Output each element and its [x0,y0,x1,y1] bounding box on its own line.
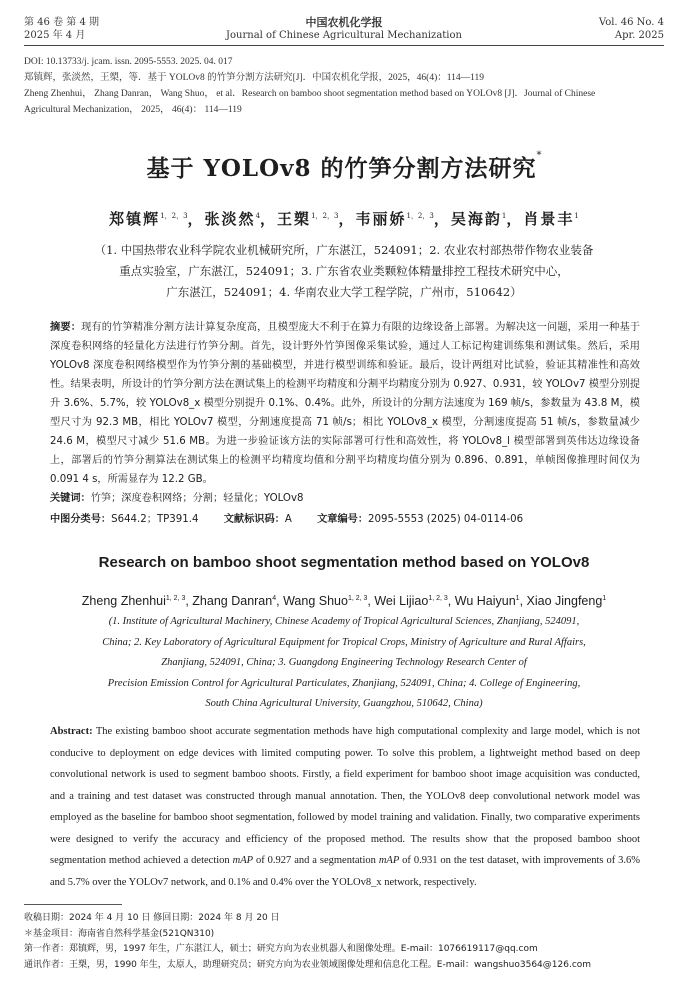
footnotes [24,911,664,973]
author-separator: ， [433,210,451,228]
author-affiliation-mark: 1, 2, 3 [428,594,448,602]
footnote-dates: 收稿日期：2024 年 4 月 10 日 修回日期：2024 年 8 月 20 日 [24,913,280,923]
author-name: Zhang Danran [192,594,273,608]
abstract-cn [50,318,640,489]
author-separator: ， [506,210,524,228]
title-en: Research on bamboo shoot segmentation method based on YOLOv8 [98,554,590,571]
header-rule [24,45,664,46]
author-name: 韦丽娇 [355,210,407,228]
article-number: 文章编号：2095-5553 (2025) 04-0114-06 [317,514,524,525]
author-separator: , [367,594,375,608]
author-separator: ， [187,210,205,228]
author-affiliation-mark: 1，2，3 [160,212,188,220]
author-separator: , [519,594,527,608]
footnote-fund: ＊基金项目：海南省自然科学基金(521QN310) [24,928,215,939]
author-affiliation-mark: 4 [272,594,277,602]
affiliation-en-line: Precision Emission Control for Agricultural Particulates, Zhanjiang, 524091, China; 4. College of Engineering, [107,677,581,689]
header-volume-en [599,16,664,42]
abstract-en: Abstract: The existing bamboo shoot accurate segmentation methods have high computational complexity and large model, which is not conducive to deployment on edge devices with limited computing power. To solve this problem, a lightweight method based on deep convolutional network is used to segment bamboo shoots. Firstly, a field experiment for bamboo shoot image acquisition was conducted, and a training and test dataset was constructed through manual annotation. Then, the YOLOv8 deep convolutional network model was employed as the baseline for bamboo shoot segmentation, followed by model training and validation. Finally, two comparative experiments were designed to verify the accuracy and efficiency of the proposed method. The results show that the proposed bamboo shoot segmentation method achieved a detection mAP of 0.927 and a segmentation mAP of 0.931 on the test dataset, with improvements of 3.6% and 5.7% over the YOLOv7 network, and 0.1% and 0.4% over the YOLOv8_x network, respectively. [50,726,641,888]
affiliation-cn-line: 广东湛江，524091；4. 华南农业大学工程学院，广州市，510642） [166,285,522,299]
author-name: 王槊 [277,210,312,228]
keywords-cn [50,491,640,507]
title-fund-mark: * [536,150,542,161]
affiliations-en [60,612,628,715]
header-date: 2025 年 4 月 [24,30,86,41]
footnote-rule [24,904,122,905]
author-name: 郑镇辉 [109,210,161,228]
author-separator: , [185,594,193,608]
author-separator: ， [260,210,278,228]
author-separator: ， [338,210,356,228]
author-affiliation-mark: 1，2，3 [311,212,339,220]
citation-block [24,54,664,118]
footnote-first-author: 第一作者：郑镇辉，男，1997 年生，广东湛江人，硕士；研究方向为农业机器人和图像处理。E-mail：1076619117@qq.com [24,944,538,954]
document-code: 文献标识码：A [223,514,292,525]
author-name: Zheng Zhenhui [81,594,166,608]
author-name: Xiao Jingfeng [526,594,603,608]
header-vol-no: Vol. 46 No. 4 [598,17,664,28]
classification-cn [50,512,640,528]
author-name: 张淡然 [204,210,256,228]
author-name: 吴海韵 [450,210,502,228]
abstract-cn-text: 现有的竹笋精准分割方法计算复杂度高，且模型庞大不利于在算力有限的边缘设备上部署。为解决这一问题，采用一种基于深度卷积网络的轻量化方法进行竹笋分割。首先，设计野外竹笋图像采集试验，通过人工标记构建训练集和测试集。然后，采用 YOLOv8 深度卷积网络模型作为竹笋分割的基础模型，并进行模型训练和验证。最后，设计两组对比试验，验证其精准性和高效性。结果表明，所设计的竹笋分割方法在测试集上的检测平均精度和分割平均精度分别为 0.927、0.931，较 YOLOv7 模型分别提升 3.6%、5.7%，较 YOLOv8_x 模型分别提升 0.1%、0.4%。此外，所设计的分割方法速度为 169 帧/s，参数量为 43.8 M，模型尺寸为 92.3 MB，相比 YOLOv7 模型，分割速度提高 71 帧/s；相比 YOLOv8_x 模型，分割速度提高 51 帧/s，参数量减少 24.6 M，模型尺寸减少 51.6 MB。为进一步验证该方法的实际部署可行性和高效性，将 YOLOv8_l 模型部署到英伟达边缘设备上，部署后的竹笋分割算法在测试集上的检测平均精度均值和分割平均精度均值分别为 0.896、0.891，单帧图像推理时间仅为 0.091 4 s，所需显存为 12.2 GB。 [50,322,640,485]
header-month-year: Apr. 2025 [614,30,664,41]
authors-cn [0,208,688,229]
footnote-corresponding-author: 通讯作者：王槊，男，1990 年生，太原人，助理研究员；研究方向为农业领域图像处理和信息化工程。E-mail：wangshuo3564@126.com [24,959,592,970]
keywords-cn-text: 竹笋；深度卷积网络；分割；轻量化；YOLOv8 [90,493,304,504]
author-affiliation-mark: 4 [255,212,261,220]
author-name: 肖景丰 [523,210,575,228]
author-name: Wang Shuo [283,594,348,608]
affiliation-en-line: (1. Institute of Agricultural Machinery, Chinese Academy of Tropical Agricultural Sciences, Zhanjiang, 524091, [108,616,580,627]
journal-name-cn: 中国农机化学报 [305,16,383,29]
title-cn-text: 基于 YOLOv8 的竹笋分割方法研究 [146,155,537,182]
author-affiliation-mark: 1 [602,594,607,602]
keywords-cn-label: 关键词： [50,493,91,504]
doi: DOI: 10.13733/j. jcam. issn. 2095-5553. 2025. 04. 017 [24,57,233,67]
author-name: Wei Lijiao [374,594,429,608]
citation-cn: 郑镇辉，张淡然，王槊，等．基于 YOLOv8 的竹笋分割方法研究[J]．中国农机化学报，2025，46(4)：114—119 [24,73,485,83]
author-affiliation-mark: 1 [515,594,520,602]
author-affiliation-mark: 1，2，3 [406,212,434,220]
header-journal [0,16,688,42]
affiliations-cn [40,240,648,303]
header-volume: 第 46 卷 第 4 期 [24,17,99,28]
affiliation-en-line: South China Agricultural University, Guangzhou, 510642, China) [205,698,483,709]
affiliation-en-line: Zhanjiang, 524091, China; 3. Guangdong Engineering Technology Research Center of [161,657,527,668]
affiliation-cn-line: 重点实验室，广东湛江，524091；3. 广东省农业类颗粒体精量排控工程技术研究中心， [119,264,569,278]
author-separator: , [276,594,284,608]
journal-name-en: Journal of Chinese Agricultural Mechanization [226,30,462,41]
author-separator: , [447,594,455,608]
affiliation-cn-line: （1. 中国热带农业科学院农业机械研究所，广东湛江，524091；2. 农业农村部热带作物农业装备 [94,243,594,257]
clc-number: 中图分类号：S644.2；TP391.4 [50,514,199,525]
author-affiliation-mark: 1, 2, 3 [347,594,368,602]
author-affiliation-mark: 1, 2, 3 [165,594,186,602]
abstract-en-label: Abstract: [50,726,93,737]
citation-en-line1: Zheng Zhenhui， Zhang Danran， Wang Shuo， et al．Research on bamboo shoot segmentation method based on YOLOv8 [J]．Journal of Chinese [24,89,596,99]
abstract-cn-label: 摘要： [50,322,82,333]
authors-en [0,594,688,608]
author-affiliation-mark: 1 [501,212,507,220]
author-name: Wu Haiyun [454,594,516,608]
author-affiliation-mark: 1 [574,212,579,220]
title-cn [0,150,688,183]
affiliation-en-line: China; 2. Key Laboratory of Agricultural Equipment for Tropical Crops, Ministry of Agriculture and Rural Affairs, [102,636,586,648]
citation-en-line2: Agricultural Mechanization， 2025， 46(4)： 114—119 [24,105,242,115]
